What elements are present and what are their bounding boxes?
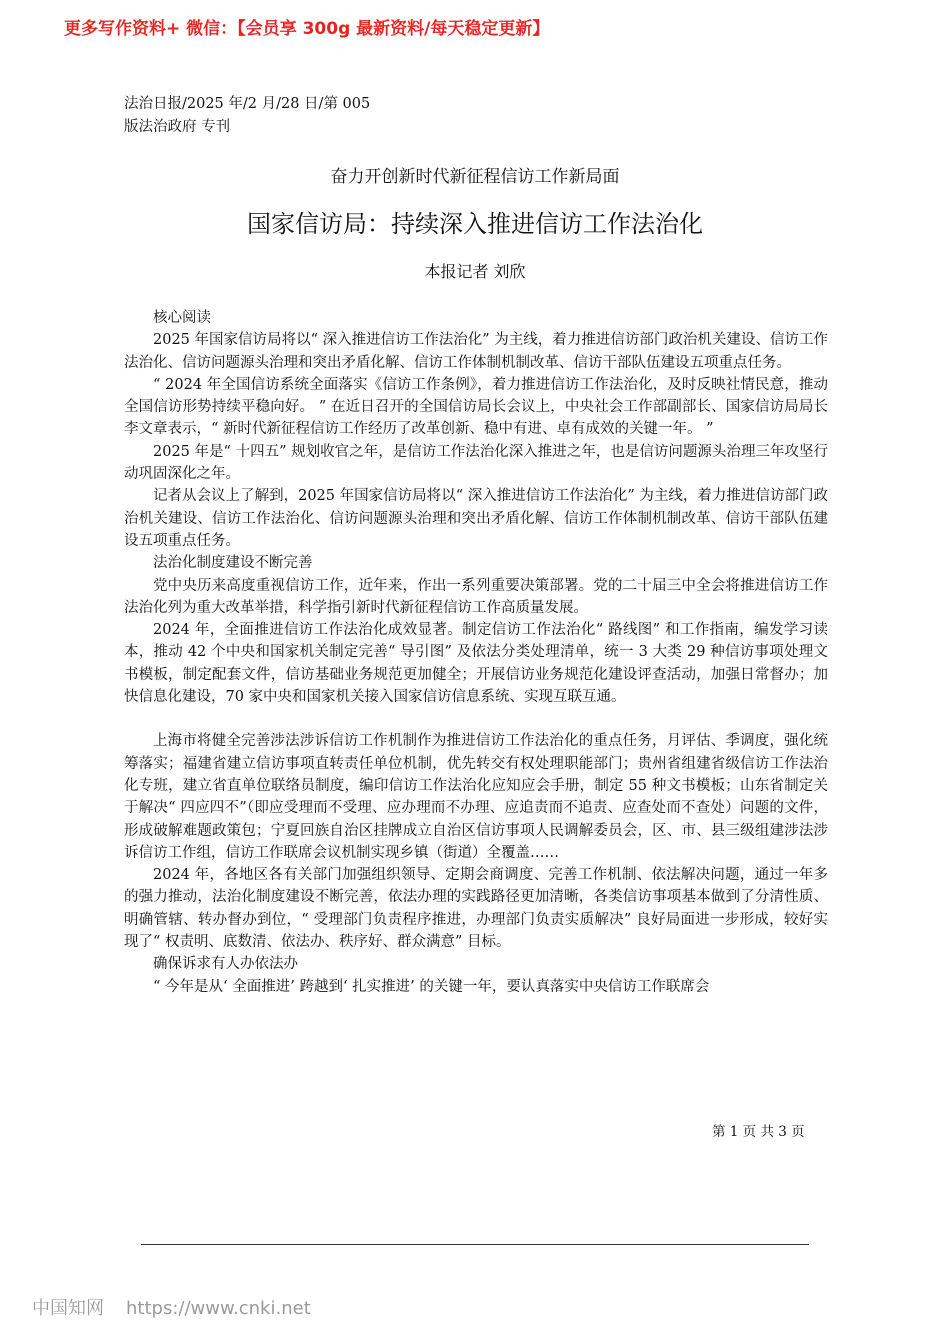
paragraph: “ 2024 年全国信访系统全面落实《信访工作条例》，着力推进信访工作法治化，及时反映社情民意，推动全国信访形势持续平稳向好。 ” 在近日召开的全国信访局长会议上，中央社会工作部副部长、国家信访局局长李文章表示，“ 新时代新征程信访工作经历了改革创新、稳中有进、卓有成效的关键一年。 ” [124, 376, 828, 438]
kicker-title: 奋力开创新时代新征程信访工作新局面 [330, 167, 620, 187]
paragraph: “ 今年是从‘ 全面推进’ 跨越到‘ 扎实推进’ 的关键一年，要认真落实中央信访工作联席会 [153, 978, 710, 995]
footer-brand: 中国知网 [32, 1298, 104, 1319]
paragraph: 记者从会议上了解到，2025 年国家信访局将以“ 深入推进信访工作法治化” 为主线，着力推进信访部门政治机关建设、信访工作法治化、信访问题源头治理和突出矛盾化解、信访工作体制机制改革、信访干部队伍建设五项重点任务。 [124, 488, 828, 549]
page-number: 第 1 页 共 3 页 [712, 1124, 805, 1140]
paragraph: 2025 年是“ 十四五” 规划收官之年，是信访工作法治化深入推进之年，也是信访问题源头治理三年攻坚行动巩固深化之年。 [124, 443, 828, 483]
source-line-1: 法治日报/2025 年/2 月/28 日/第 005 [124, 96, 371, 112]
article-body [124, 307, 828, 998]
paragraph: 2025 年国家信访局将以“ 深入推进信访工作法治化” 为主线，着力推进信访部门政治机关建设、信访工作法治化、信访问题源头治理和突出矛盾化解、信访工作体制机制改革、信访干部队伍建设五项重点任务。 [124, 332, 828, 371]
headline: 国家信访局：持续深入推进信访工作法治化 [247, 210, 703, 238]
paragraph: 上海市将健全完善涉法涉诉信访工作机制作为推进信访工作法治化的重点任务，月评估、季调度，强化统筹落实；福建省建立信访事项直转责任单位机制，优先转交有权处理职能部门；贵州省组建省级信访工作法治化专班，建立省直单位联络员制度，编印信访工作法治化应知应会手册，制定 55 种文书模板；山东省制定关于解决“ 四应四不”（即应受理而不受理、应办理而不办理、应追责而不追责、应查处而不查处）问题的文件，形成破解难题政策包；宁夏回族自治区挂牌成立自治区信访事项人民调解委员会，区、市、县三级组建涉法涉诉信访工作组，信访工作联席会议机制实现乡镇（街道）全覆盖…… [124, 733, 828, 861]
section-heading-core-reading: 核心阅读 [153, 310, 211, 326]
promo-banner: 更多写作资料+ 微信：【会员享 300g 最新资料/每天稳定更新】 [64, 19, 550, 39]
paragraph: 2024 年，全面推进信访工作法治化成效显著。制定信访工作法治化“ 路线图” 和工作指南，编发学习读本，推动 42 个中央和国家机关制定完善“ 导引图” 及依法分类处理清单，统一 3 大类 29 种信访事项处理文书模板，制定配套文件，信访基础业务规范更加健全；开展信访业务规范化建设评查活动，加强日常督办；加快信息化建设，70 家中央和国家机关接入国家信访信息系统、实现互联互通。 [124, 622, 828, 706]
source-citation [124, 93, 370, 139]
paragraph: 党中央历来高度重视信访工作，近年来，作出一系列重要决策部署。党的二十届三中全会将推进信访工作法治化列为重大改革举措，科学指引新时代新征程信访工作高质量发展。 [124, 577, 828, 616]
byline: 本报记者 刘欣 [424, 262, 526, 281]
footer-divider [141, 1244, 809, 1245]
section-heading-legal-system: 法治化制度建设不断完善 [153, 555, 313, 572]
footer-url: https://www.cnki.net [126, 1298, 311, 1319]
source-line-2: 版法治政府 专刊 [124, 119, 231, 135]
section-heading-handling: 确保诉求有人办依法办 [153, 956, 298, 973]
footer-watermark [32, 1294, 311, 1320]
paragraph: 2024 年，各地区各有关部门加强组织领导、定期会商调度、完善工作机制、依法解决问题，通过一年多的强力推动，法治化制度建设不断完善，依法办理的实践路径更加清晰，各类信访事项基本做到了分清性质、明确管辖、转办督办到位，“ 受理部门负责程序推进，办理部门负责实质解决” 良好局面进一步形成，较好实现了“ 权责明、底数清、依法办、秩序好、群众满意” 目标。 [124, 867, 828, 951]
